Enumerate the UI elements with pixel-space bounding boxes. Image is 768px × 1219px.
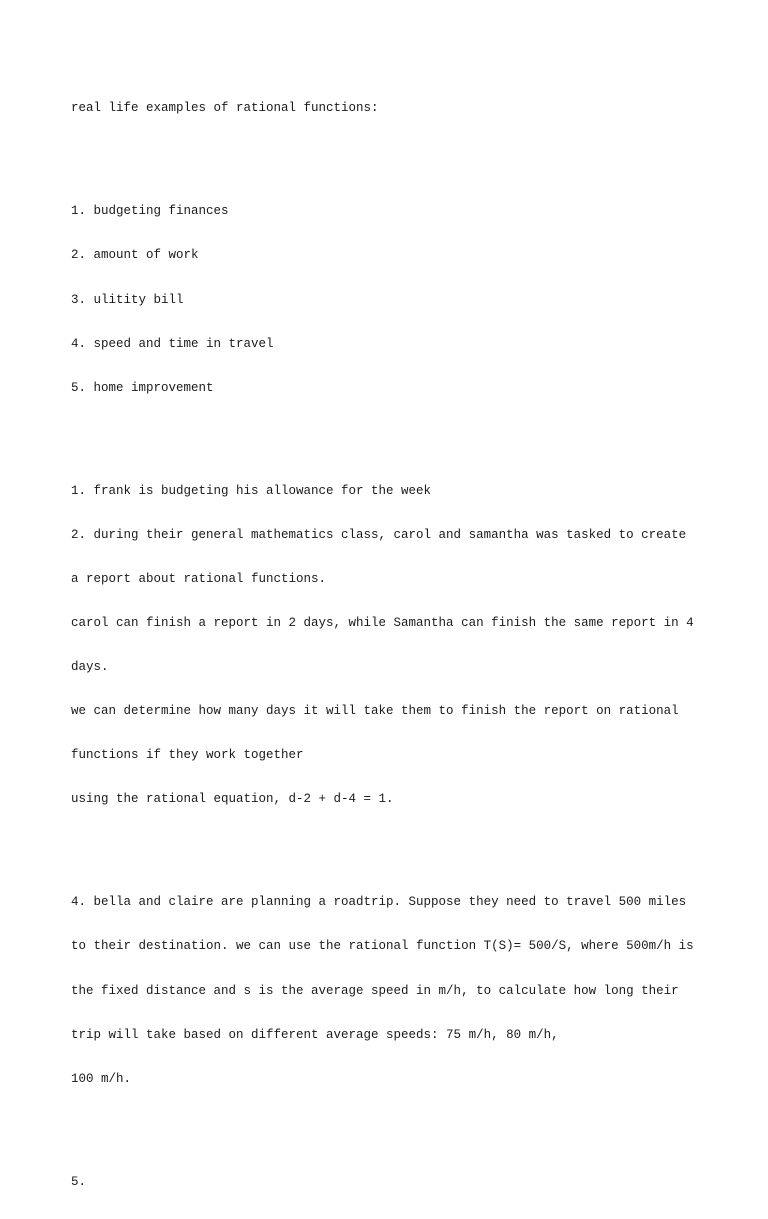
document-body [71,72,711,1219]
blank-line [71,425,711,440]
item-2-line: we can determine how many days it will take them to finish the report on rational [71,704,679,719]
example-item: 5. home improvement [71,380,214,395]
item-1-line: 1. frank is budgeting his allowance for the week [71,483,432,498]
example-item: 2. amount of work [71,248,199,263]
item-2-line: carol can finish a report in 2 days, while Samantha can finish the same report in 4 [71,615,694,630]
example-item: 1. budgeting finances [71,204,229,219]
item-4-line: to their destination. we can use the rational function T(S)= 500/S, where 500m/h is [71,939,694,954]
item-4-line: 100 m/h. [71,1071,132,1086]
blank-line [71,837,711,852]
item-2-line: functions if they work together [71,748,304,763]
item-2-line: using the rational equation, d-2 + d-4 = 1. [71,792,394,807]
item-4-line: 4. bella and claire are planning a roadtrip. Suppose they need to travel 500 miles [71,895,687,910]
item-4-line: the fixed distance and s is the average speed in m/h, to calculate how long their [71,983,679,998]
item-2-line: days. [71,660,109,675]
blank-line [71,146,711,161]
item-4-line: trip will take based on different average speeds: 75 m/h, 80 m/h, [71,1027,559,1042]
example-item: 4. speed and time in travel [71,336,274,351]
item-5-line: 5. [71,1174,87,1189]
example-item: 3. ulitity bill [71,292,184,307]
item-2-line: a report about rational functions. [71,571,327,586]
blank-line [71,1116,711,1131]
document-heading: real life examples of rational functions: [71,101,379,116]
item-2-line: 2. during their general mathematics class, carol and samantha was tasked to create [71,527,687,542]
